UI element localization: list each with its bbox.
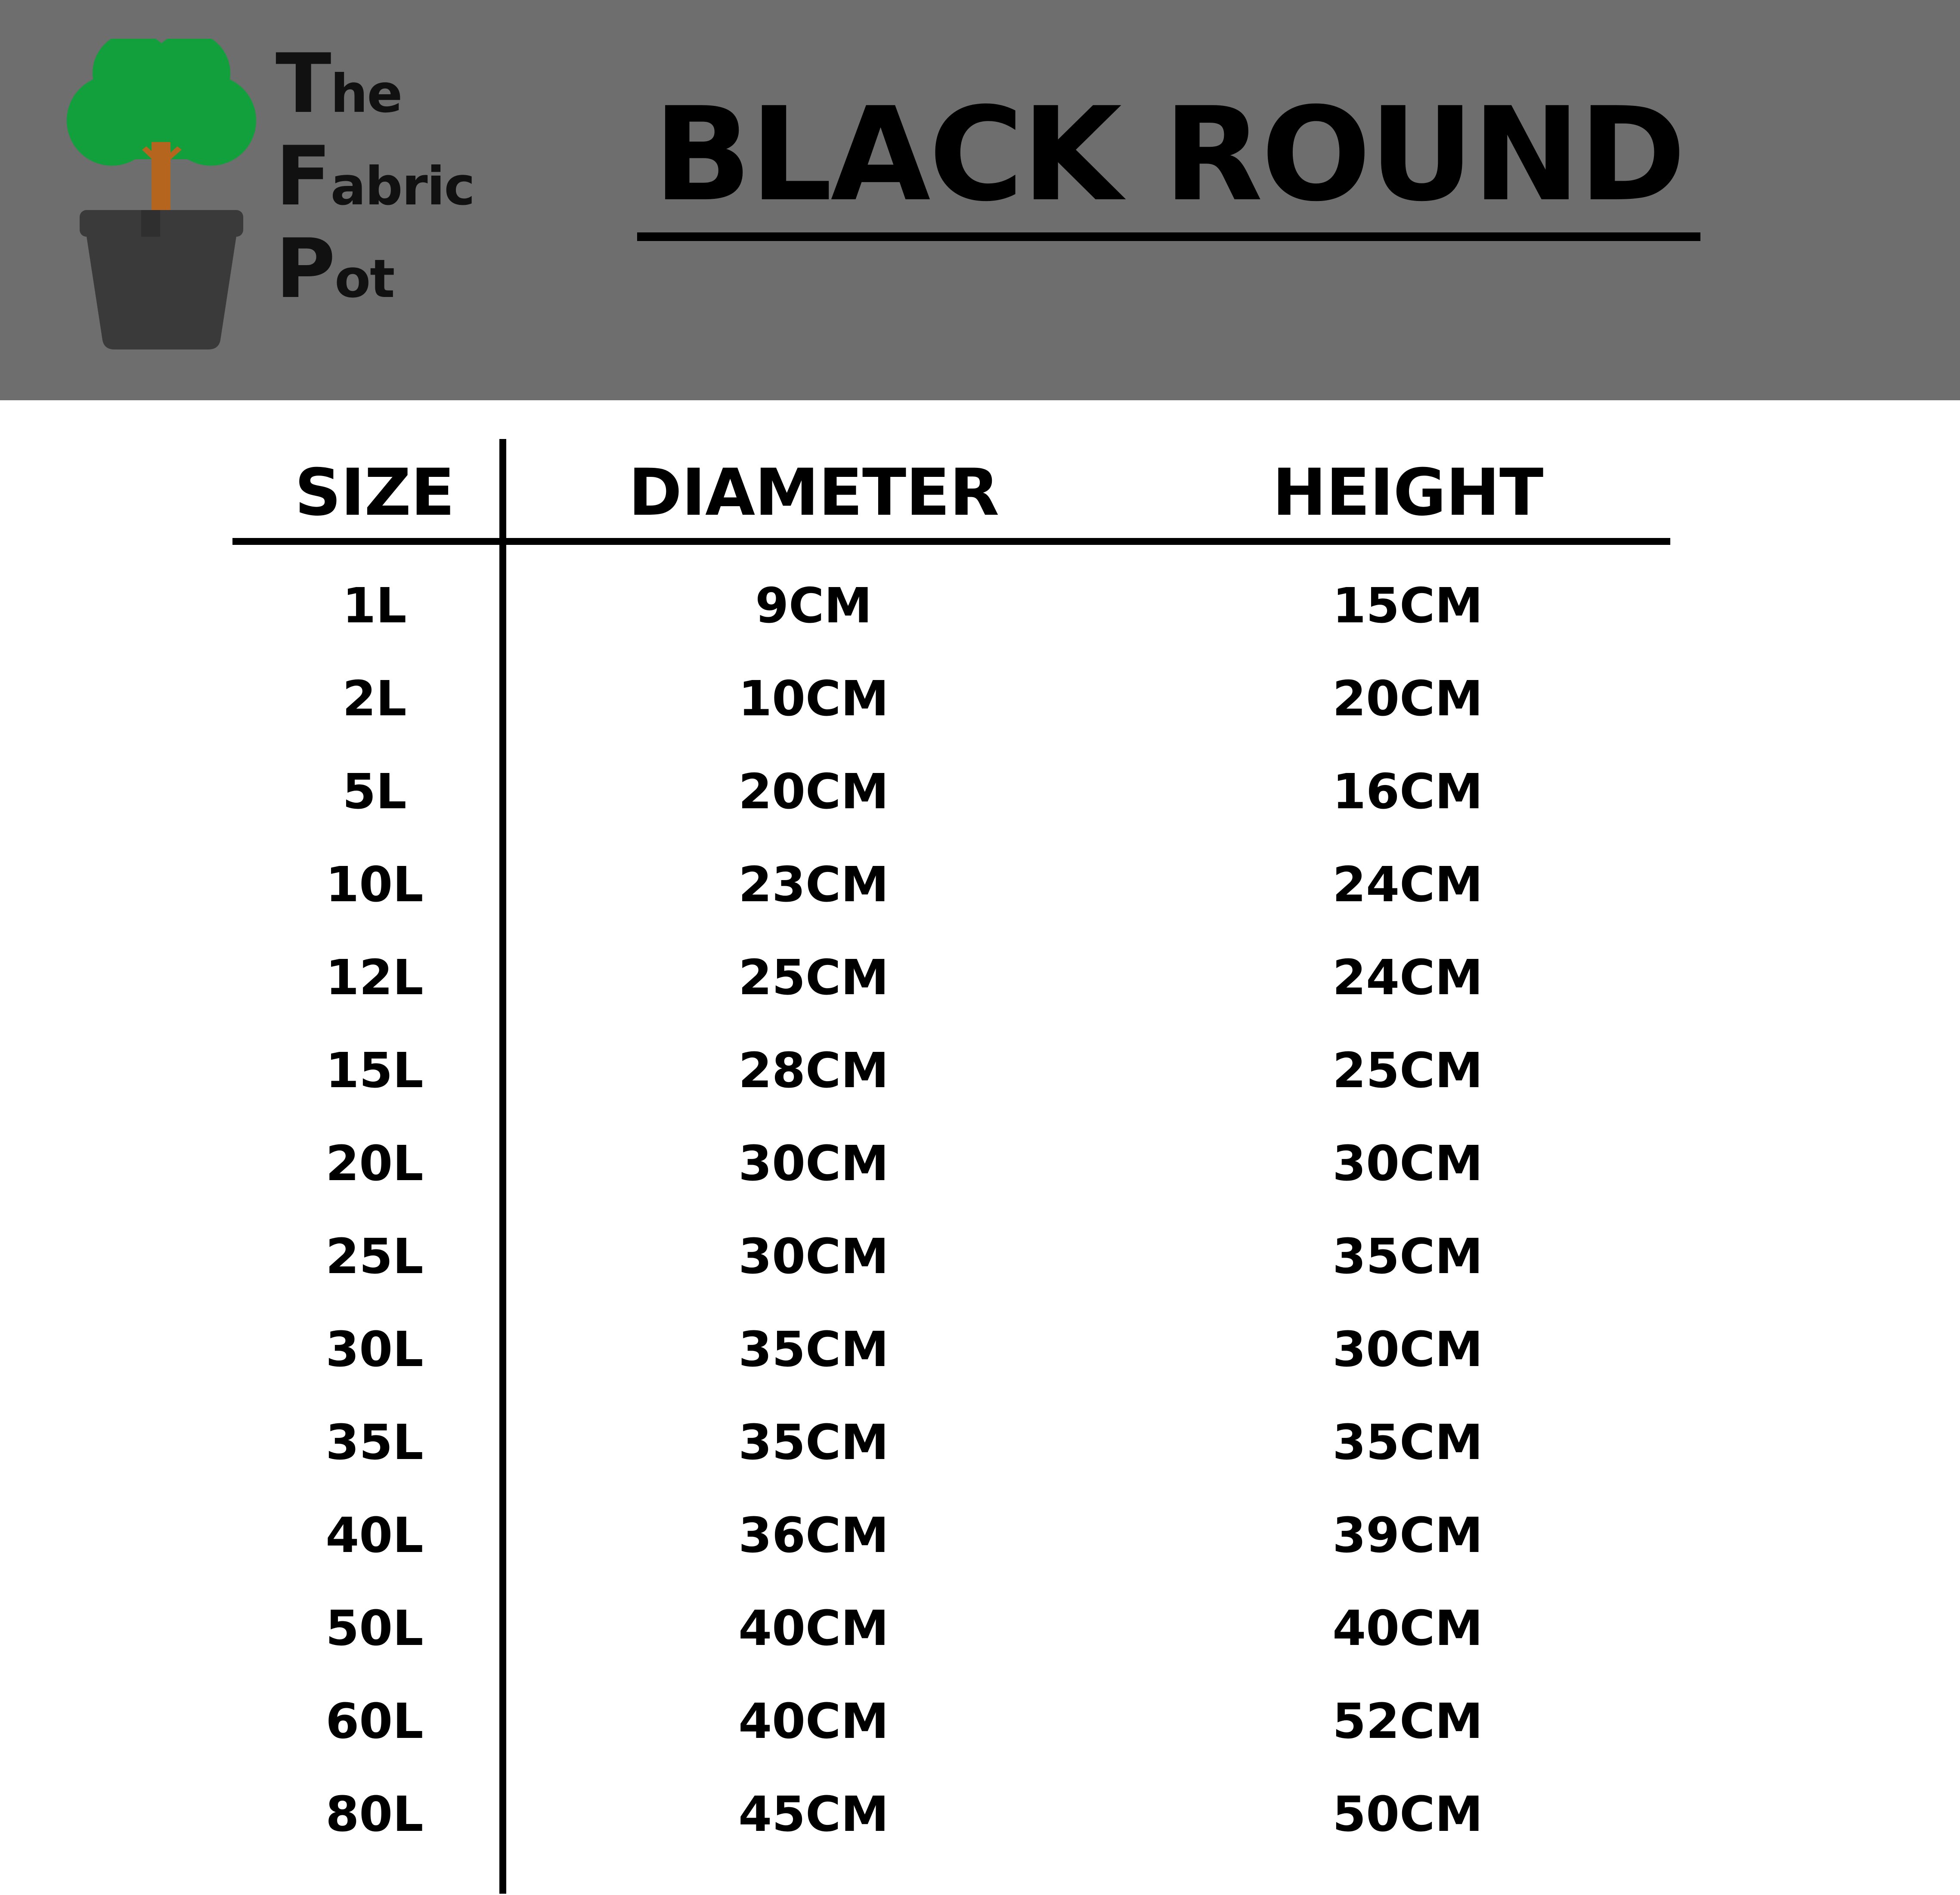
cell-size: 12L — [325, 950, 424, 1006]
table-row — [232, 931, 1705, 1024]
cell-diameter: 30CM — [738, 1136, 889, 1192]
cell-diameter: 10CM — [738, 671, 889, 727]
wordmark-pot-cap: P — [276, 221, 335, 316]
table-row — [232, 838, 1705, 931]
table-row — [232, 1303, 1705, 1396]
size-chart-region — [0, 400, 1960, 1895]
wordmark-line-fabric — [276, 129, 474, 224]
cell-height: 24CM — [1332, 950, 1483, 1006]
cell-size: 5L — [342, 764, 407, 820]
cell-size: 10L — [325, 857, 424, 913]
fabric-pot-icon — [60, 39, 263, 353]
size-chart-table — [232, 426, 1705, 1861]
table-header-cell-size — [232, 455, 517, 530]
table-row — [232, 1768, 1705, 1861]
cell-size: 20L — [325, 1136, 424, 1192]
wordmark-line-pot — [276, 221, 394, 316]
cell-size: 60L — [325, 1694, 424, 1750]
title-underline — [637, 232, 1700, 241]
wordmark-the-cap: T — [276, 36, 331, 131]
cell-size: 25L — [325, 1229, 424, 1285]
table-header-row — [232, 426, 1705, 530]
header-label-size: SIZE — [294, 455, 455, 530]
table-row — [232, 1024, 1705, 1117]
table-header-cell-height — [1111, 455, 1705, 530]
cell-height: 30CM — [1332, 1136, 1483, 1192]
cell-diameter: 28CM — [738, 1043, 889, 1099]
cell-height: 15CM — [1332, 578, 1483, 634]
cell-size: 30L — [325, 1322, 424, 1378]
header-label-diameter: DIAMETER — [628, 455, 999, 530]
wordmark-pot-rest: ot — [334, 248, 394, 309]
cell-height: 20CM — [1332, 671, 1483, 727]
cell-diameter: 20CM — [738, 764, 889, 820]
table-row — [232, 1489, 1705, 1582]
table-row — [232, 1582, 1705, 1675]
header-label-height: HEIGHT — [1272, 455, 1543, 530]
cell-height: 24CM — [1332, 857, 1483, 913]
cell-height: 25CM — [1332, 1043, 1483, 1099]
table-row — [232, 560, 1705, 652]
cell-diameter: 35CM — [738, 1322, 889, 1378]
cell-size: 35L — [325, 1415, 424, 1471]
table-header-cell-diameter — [517, 455, 1111, 530]
page-title-wrap — [637, 80, 1700, 241]
cell-height: 35CM — [1332, 1415, 1483, 1471]
cell-diameter: 25CM — [738, 950, 889, 1006]
cell-height: 39CM — [1332, 1508, 1483, 1564]
header-band — [0, 0, 1960, 400]
cell-size: 40L — [325, 1508, 424, 1564]
cell-size: 1L — [342, 578, 407, 634]
wordmark-line-the — [276, 36, 402, 131]
table-row — [232, 1396, 1705, 1489]
table-row — [232, 652, 1705, 745]
brand-wordmark — [276, 36, 551, 353]
cell-height: 40CM — [1332, 1601, 1483, 1657]
page-title: BLACK ROUND — [653, 80, 1684, 230]
cell-height: 50CM — [1332, 1787, 1483, 1842]
cell-diameter: 35CM — [738, 1415, 889, 1471]
cell-diameter: 23CM — [738, 857, 889, 913]
cell-diameter: 40CM — [738, 1694, 889, 1750]
table-header-underline — [232, 538, 1670, 545]
brand-logo — [52, 22, 534, 379]
cell-diameter: 30CM — [738, 1229, 889, 1285]
cell-diameter: 40CM — [738, 1601, 889, 1657]
cell-diameter: 9CM — [755, 578, 872, 634]
cell-diameter: 45CM — [738, 1787, 889, 1842]
cell-height: 35CM — [1332, 1229, 1483, 1285]
cell-size: 15L — [325, 1043, 424, 1099]
table-row — [232, 1117, 1705, 1210]
wordmark-fabric-rest: abric — [330, 156, 474, 217]
table-body — [232, 560, 1705, 1861]
cell-size: 50L — [325, 1601, 424, 1657]
cell-height: 16CM — [1332, 764, 1483, 820]
cell-size: 80L — [325, 1787, 424, 1842]
table-row — [232, 1675, 1705, 1768]
cell-diameter: 36CM — [738, 1508, 889, 1564]
cell-height: 52CM — [1332, 1694, 1483, 1750]
wordmark-the-rest: he — [330, 63, 402, 124]
wordmark-fabric-cap: F — [276, 129, 331, 224]
cell-height: 30CM — [1332, 1322, 1483, 1378]
cell-size: 2L — [342, 671, 407, 727]
table-row — [232, 1210, 1705, 1303]
table-row — [232, 745, 1705, 838]
